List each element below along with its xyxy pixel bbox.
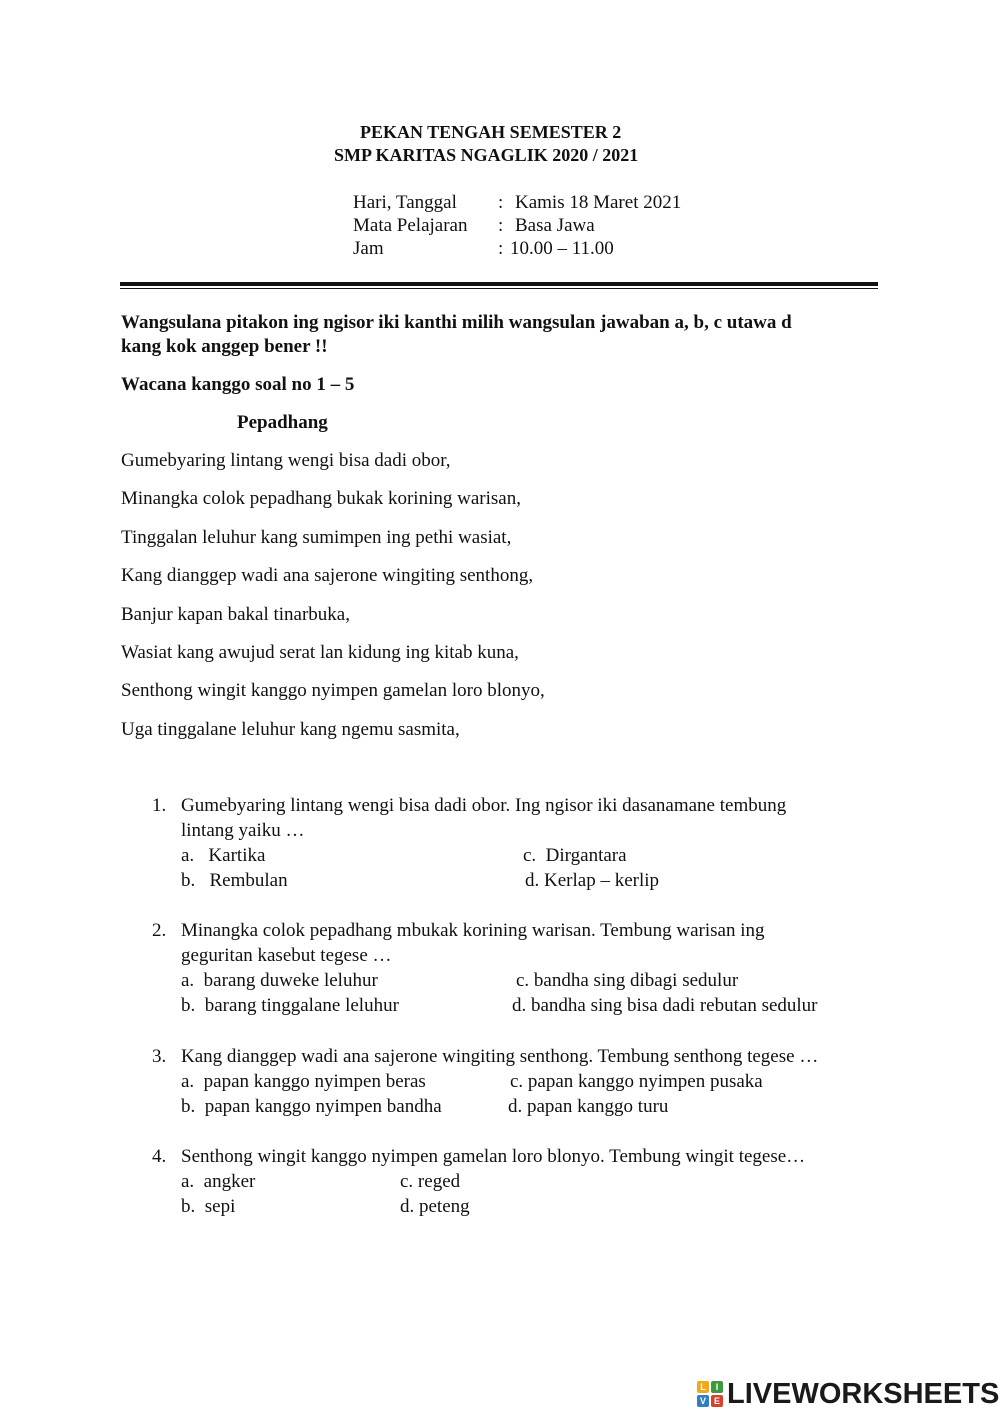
poem-line: Wasiat kang awujud serat lan kidung ing kitab kuna, bbox=[121, 642, 519, 663]
option-d[interactable]: d. papan kanggo turu bbox=[508, 1096, 669, 1117]
info-label-subject: Mata Pelajaran bbox=[353, 215, 468, 236]
question-number: 4. bbox=[152, 1146, 167, 1167]
instruction-line1: Wangsulana pitakon ing ngisor iki kanthi milih wangsulan jawaban a, b, c utawa d bbox=[121, 312, 792, 333]
instruction-line2: kang kok anggep bener !! bbox=[121, 336, 328, 357]
logo-letter-l: L bbox=[697, 1381, 709, 1393]
question-text: Minangka colok pepadhang mbukak korining warisan. Tembung warisan ing bbox=[181, 920, 765, 941]
option-c[interactable]: c. papan kanggo nyimpen pusaka bbox=[510, 1071, 763, 1092]
option-d[interactable]: d. Kerlap – kerlip bbox=[525, 870, 660, 891]
poem-line: Kang dianggep wadi ana sajerone wingiting senthong, bbox=[121, 565, 534, 586]
logo-text: LIVEWORKSHEETS bbox=[727, 1377, 1000, 1410]
info-sep-date: : bbox=[498, 192, 504, 213]
info-label-date: Hari, Tanggal bbox=[353, 192, 457, 213]
info-label-time: Jam bbox=[353, 238, 384, 259]
question-number: 3. bbox=[152, 1046, 167, 1067]
divider-thick bbox=[120, 282, 878, 286]
poem-line: Senthong wingit kanggo nyimpen gamelan loro blonyo, bbox=[121, 680, 545, 701]
option-b[interactable]: b. sepi bbox=[181, 1196, 236, 1217]
poem-line: Gumebyaring lintang wengi bisa dadi obor, bbox=[121, 450, 451, 471]
poem-line: Banjur kapan bakal tinarbuka, bbox=[121, 604, 350, 625]
option-a[interactable]: a. angker bbox=[181, 1171, 256, 1192]
question-text: Kang dianggep wadi ana sajerone wingiting senthong. Tembung senthong tegese … bbox=[181, 1046, 819, 1067]
question-text: geguritan kasebut tegese … bbox=[181, 945, 392, 966]
question-text: lintang yaiku … bbox=[181, 820, 305, 841]
option-c[interactable]: c. reged bbox=[400, 1171, 461, 1192]
info-value-date: Kamis 18 Maret 2021 bbox=[515, 192, 682, 213]
info-value-time: 10.00 – 11.00 bbox=[510, 238, 614, 259]
question-text: Gumebyaring lintang wengi bisa dadi obor. Ing ngisor iki dasanamane tembung bbox=[181, 795, 787, 816]
logo-mark-icon bbox=[697, 1381, 723, 1407]
question-text: Senthong wingit kanggo nyimpen gamelan loro blonyo. Tembung wingit tegese… bbox=[181, 1146, 806, 1167]
option-c[interactable]: c. Dirgantara bbox=[523, 845, 627, 866]
option-a[interactable]: a. Kartika bbox=[181, 845, 266, 866]
poem-line: Tinggalan leluhur kang sumimpen ing pethi wasiat, bbox=[121, 527, 512, 548]
option-b[interactable]: b. barang tinggalane leluhur bbox=[181, 995, 399, 1016]
question-number: 2. bbox=[152, 920, 167, 941]
liveworksheets-logo[interactable] bbox=[697, 1377, 999, 1411]
exam-title: PEKAN TENGAH SEMESTER 2 bbox=[360, 122, 622, 142]
option-d[interactable]: d. bandha sing bisa dadi rebutan sedulur bbox=[512, 995, 818, 1016]
option-a[interactable]: a. barang duweke leluhur bbox=[181, 970, 378, 991]
passage-heading: Wacana kanggo soal no 1 – 5 bbox=[121, 374, 355, 395]
option-b[interactable]: b. papan kanggo nyimpen bandha bbox=[181, 1096, 442, 1117]
question-number: 1. bbox=[152, 795, 167, 816]
info-sep-time: : bbox=[498, 238, 504, 259]
logo-letter-i: I bbox=[711, 1381, 723, 1393]
logo-letter-v: V bbox=[697, 1395, 709, 1407]
info-sep-subject: : bbox=[498, 215, 504, 236]
option-b[interactable]: b. Rembulan bbox=[181, 870, 288, 891]
poem-title: Pepadhang bbox=[237, 412, 328, 433]
option-d[interactable]: d. peteng bbox=[400, 1196, 470, 1217]
option-c[interactable]: c. bandha sing dibagi sedulur bbox=[516, 970, 739, 991]
school-title: SMP KARITAS NGAGLIK 2020 / 2021 bbox=[334, 145, 639, 165]
option-a[interactable]: a. papan kanggo nyimpen beras bbox=[181, 1071, 426, 1092]
poem-line: Minangka colok pepadhang bukak korining warisan, bbox=[121, 488, 521, 509]
poem-line: Uga tinggalane leluhur kang ngemu sasmita, bbox=[121, 719, 460, 740]
divider-thin bbox=[120, 288, 878, 289]
info-value-subject: Basa Jawa bbox=[515, 215, 595, 236]
logo-letter-e: E bbox=[711, 1395, 723, 1407]
